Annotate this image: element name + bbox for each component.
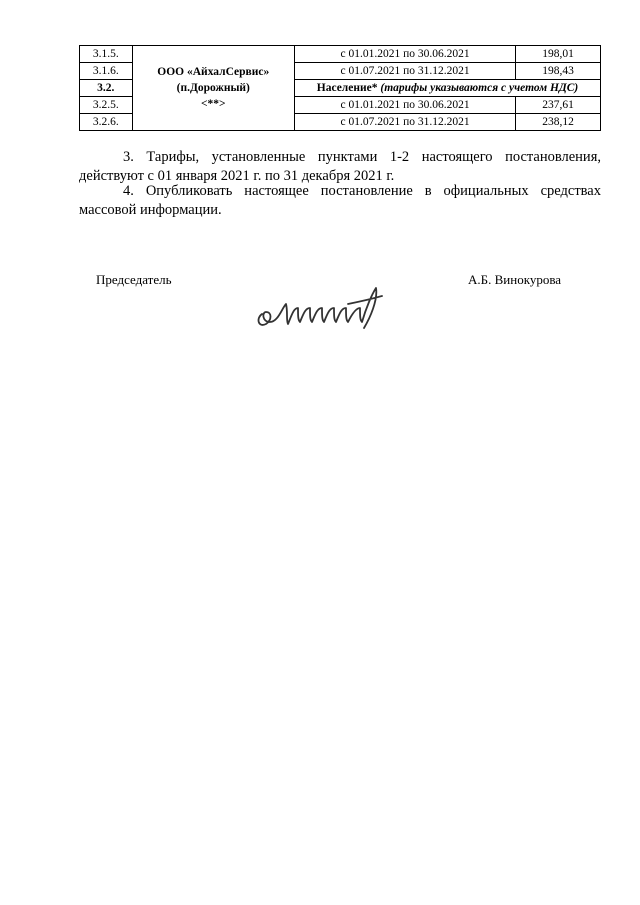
period-cell: с 01.07.2021 по 31.12.2021 xyxy=(295,63,516,80)
row-number: 3.1.6. xyxy=(80,63,133,80)
value-cell: 198,43 xyxy=(516,63,601,80)
paragraph-validity: 3. Тарифы, установленные пунктами 1-2 настоящего постановления, действуют с 01 января 2021 г. по 31 декабря 2021 г. xyxy=(79,149,601,184)
period-cell: с 01.01.2021 по 30.06.2021 xyxy=(295,97,516,114)
handwritten-signature xyxy=(252,278,392,338)
row-number: 3.2. xyxy=(80,80,133,97)
organization-name: ООО «АйхалСервис» xyxy=(157,66,270,78)
signer-name: А.Б. Винокурова xyxy=(468,272,562,287)
organization-cell xyxy=(132,46,295,131)
organization-mark: <**> xyxy=(200,98,226,110)
period-cell: с 01.07.2021 по 31.12.2021 xyxy=(295,114,516,131)
section-header xyxy=(295,80,601,97)
value-cell: 237,61 xyxy=(516,97,601,114)
tariff-table xyxy=(79,45,601,131)
value-cell: 198,01 xyxy=(516,46,601,63)
organization-place: (п.Дорожный) xyxy=(176,82,250,94)
signer-title: Председатель xyxy=(96,272,172,287)
row-number: 3.2.5. xyxy=(80,97,133,114)
row-number: 3.2.6. xyxy=(80,114,133,131)
section-note: (тарифы указываются с учетом НДС) xyxy=(377,82,579,94)
value-cell: 238,12 xyxy=(516,114,601,131)
section-title: Население* xyxy=(316,82,378,94)
row-number: 3.1.5. xyxy=(80,46,133,63)
table-row xyxy=(80,46,601,63)
period-cell: с 01.01.2021 по 30.06.2021 xyxy=(295,46,516,63)
paragraph-publication: 4. Опубликовать настоящее постановление в официальных средствах массовой информации. xyxy=(79,183,601,218)
